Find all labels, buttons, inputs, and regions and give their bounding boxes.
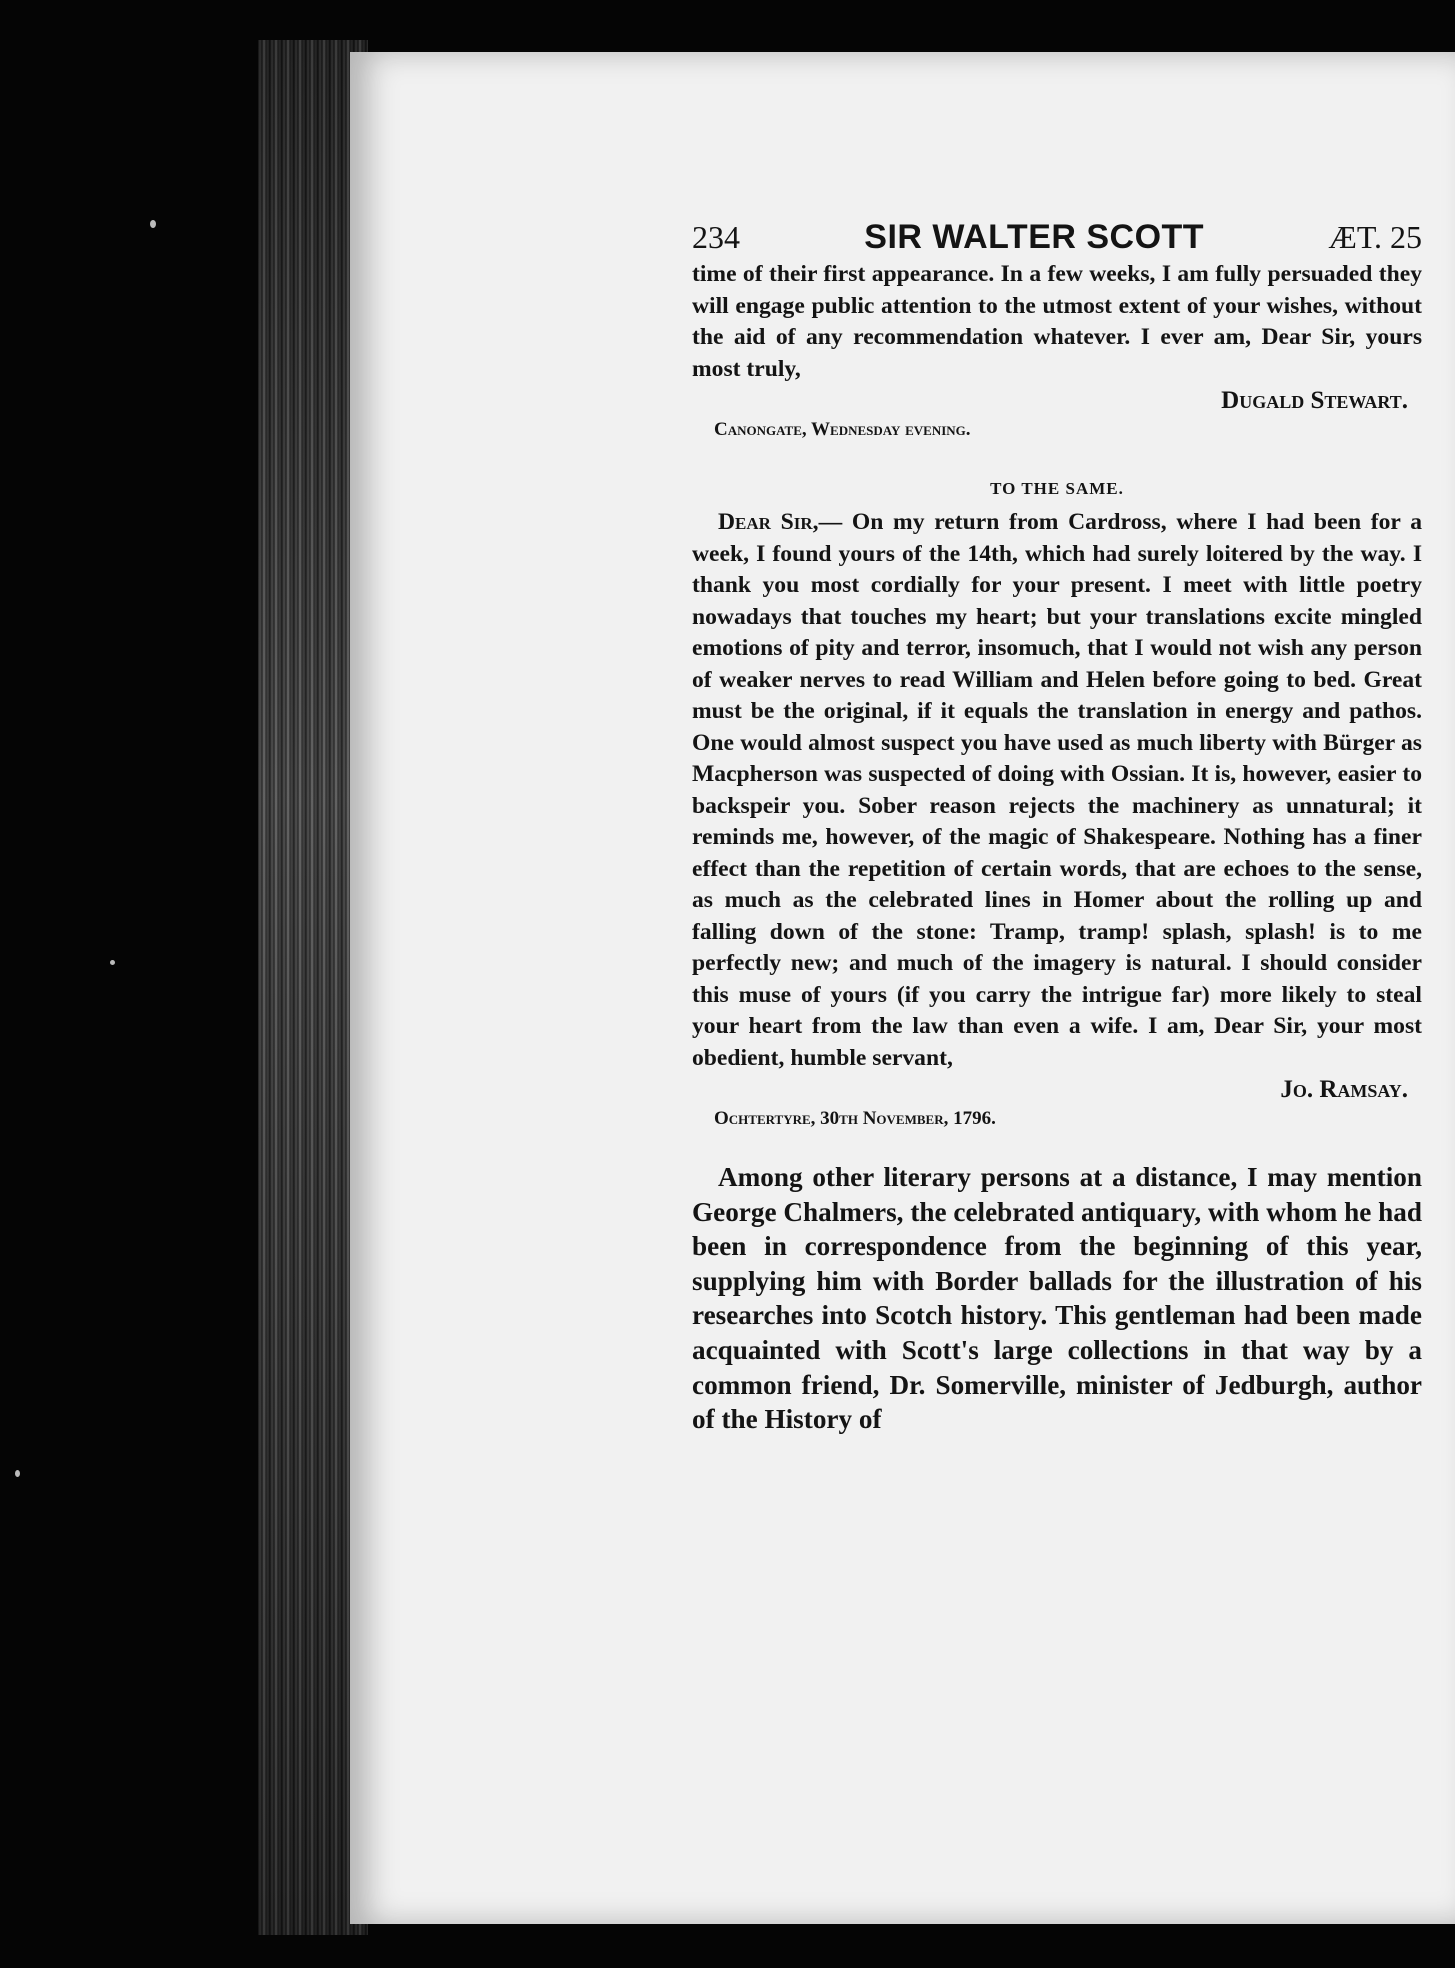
running-title: SIR WALTER SCOTT bbox=[864, 218, 1205, 256]
dust-speck bbox=[150, 220, 156, 228]
dust-speck bbox=[110, 960, 115, 965]
letter-signature-ramsay: Jo. Ramsay. bbox=[1280, 1076, 1408, 1103]
letter-body-text: — On my return from Cardross, where I had been for a week, I found yours of the 14th, which had surely loitered by the way. I thank you most cordially for your present. I meet with little poetry nowadays that touches my heart; but your translations excite mingled emotions of pity and terror, insomuch, that I would not wish any person of weaker nerves to read William and Helen before going to bed. Great must be the original, if it equals the translation in energy and pathos. One would almost suspect you have used as much liberty with Bürger as Macpherson was suspected of doing with Ossian. It is, however, easier to backspeir you. Sober reason rejects the machinery as unnatural; it reminds me, however, of the magic of Shakespeare. Nothing has a finer effect than the repetition of certain words, that are echoes to the sense, as much as the celebrated lines in Homer about the rolling up and falling down of the stone: Tramp, tramp! splash, splash! is to me perfectly new; and much of the imagery is natural. I should consider this muse of yours (if you carry the intrigue far) more likely to steal your heart from the law than even a wife. I am, Dear Sir, your most obedient, humble servant, bbox=[692, 509, 1422, 1071]
text-column bbox=[692, 218, 1422, 1437]
dust-speck bbox=[15, 1470, 20, 1477]
letter-signature: Dugald Stewart. bbox=[1221, 387, 1408, 414]
page-number: 234 bbox=[692, 219, 740, 255]
narrative-paragraph: Among other literary persons at a distance, I may mention George Chalmers, the celebrated antiquary, with whom he had been in correspondence from the beginning of this year, supplying him with Border ballads for the illustration of his researches into Scotch history. This gentleman had been made acquainted with Scott's large collections in that way by a common friend, Dr. Somerville, minister of Jedburgh, author of the History of bbox=[692, 1162, 1422, 1435]
running-head bbox=[692, 218, 1422, 257]
letter-body bbox=[692, 507, 1422, 1074]
age-mark: ÆT. 25 bbox=[1328, 219, 1422, 255]
letter-continuation: time of their first appearance. In a few weeks, I am fully persuaded they will engage public attention to the utmost extent of your wishes, without the aid of any recommendation whatever. I ever am, Dear Sir, yours most truly, bbox=[692, 261, 1422, 382]
letter-salutation: Dear Sir, bbox=[718, 509, 819, 535]
letter-heading: TO THE SAME. bbox=[990, 479, 1124, 498]
letter-place-date-ochtertyre: Ochtertyre, 30th November, 1796. bbox=[714, 1108, 996, 1129]
letter-place-date: Canongate, Wednesday evening. bbox=[714, 419, 971, 440]
